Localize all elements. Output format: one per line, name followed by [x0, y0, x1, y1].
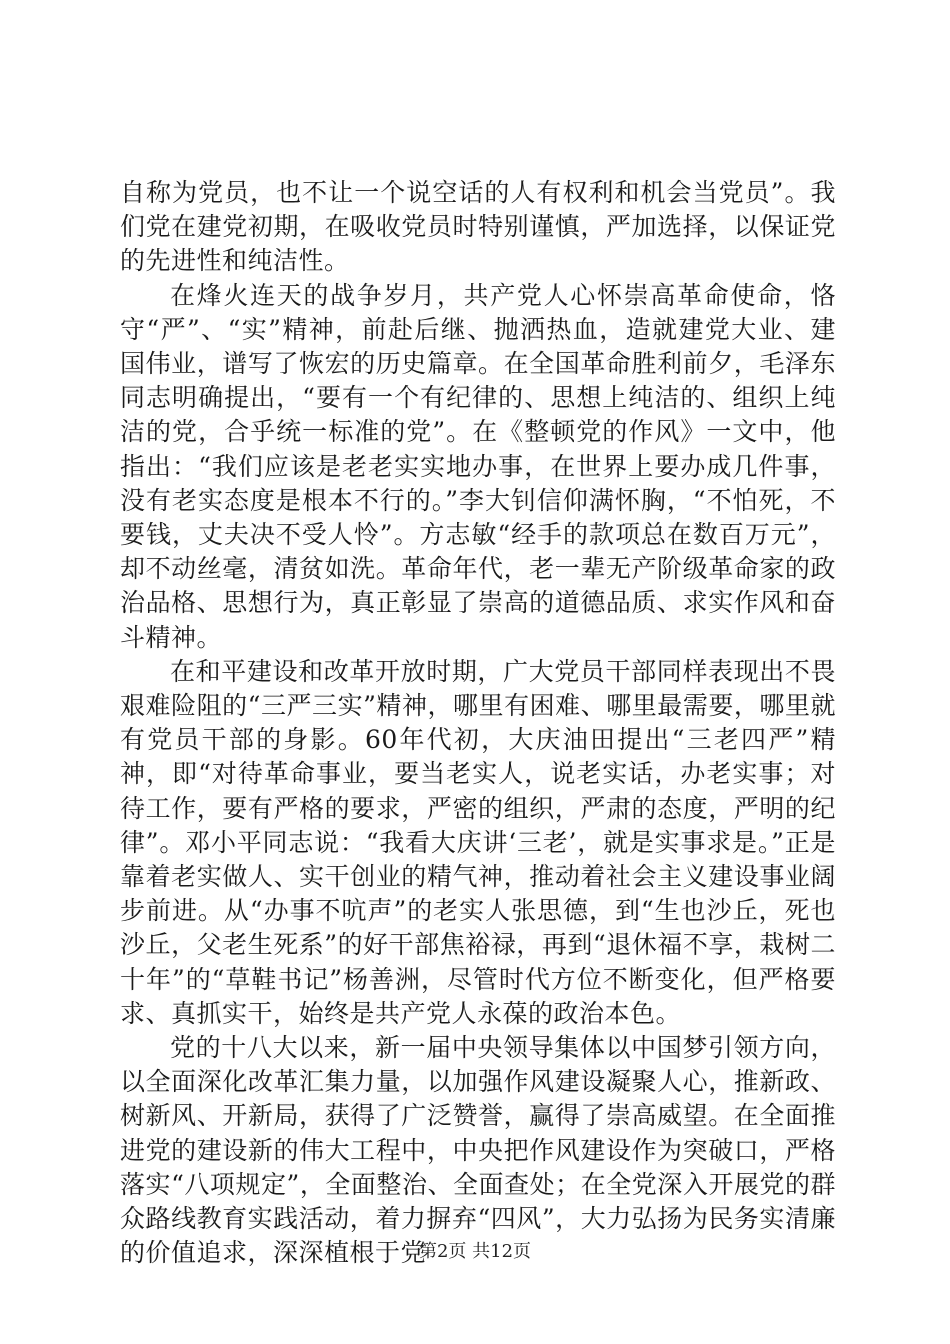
paragraph-1: 自称为党员，也不让一个说空话的人有权利和机会当党员”。我们党在建党初期，在吸收党员时特别谨慎，严加选择，以保证党的先进性和纯洁性。 — [120, 178, 836, 276]
paragraph-2: 在烽火连天的战争岁月，共产党人心怀崇高革命使命，恪守“严”、“实”精神，前赴后继、抛洒热血，造就建党大业、建国伟业，谱写了恢宏的历史篇章。在全国革命胜利前夕，毛泽东同志明确提出，“要有一个有纪律的、思想上纯洁的、组织上纯洁的党，合乎统一标准的党”。在《整顿党的作风》一文中，他指出：“我们应该是老老实实地办事，在世界上要办成几件事，没有老实态度是根本不行的。”李大钊信仰满怀胸，“不怕死，不要钱，丈夫决不受人怜”。方志敏“经手的款项总在数百万元”，却不动丝毫，清贫如洗。革命年代，老一辈无产阶级革命家的政治品格、思想行为，真正彰显了崇高的道德品质、求实作风和奋斗精神。 — [120, 280, 836, 652]
page-number-label: 第2页 共12页 — [418, 1241, 532, 1262]
paragraph-3: 在和平建设和改革开放时期，广大党员干部同样表现出不畏艰难险阻的“三严三实”精神，哪里有困难、哪里最需要，哪里就有党员干部的身影。60年代初，大庆油田提出“三老四严”精神，即“对待革命事业，要当老实人，说老实话，办老实事；对待工作，要有严格的要求，严密的组织，严肃的态度，严明的纪律”。邓小平同志说：“我看大庆讲‘三老’，就是实事求是。”正是靠着老实做人、实干创业的精气神，推动着社会主义建设事业阔步前进。从“办事不吭声”的老实人张思德，到“生也沙丘，死也沙丘，父老生死系”的好干部焦裕禄，再到“退休福不享，栽树二十年”的“草鞋书记”杨善洲，尽管时代方位不断变化，但严格要求、真抓实干，始终是共产党人永葆的政治本色。 — [120, 656, 836, 1028]
paragraph-4: 党的十八大以来，新一届中央领导集体以中国梦引领方向，以全面深化改革汇集力量，以加强作风建设凝聚人心，推新政、树新风、开新局，获得了广泛赞誉，赢得了崇高威望。在全面推进党的建设新的伟大工程中，中央把作风建设作为突破口，严格落实“八项规定”，全面整治、全面查处；在全党深入开展党的群众路线教育实践活动，着力摒弃“四风”，大力弘扬为民务实清廉的价值追求，深深植根于党 — [120, 1033, 836, 1268]
document-body — [120, 176, 836, 1271]
page-footer — [0, 1241, 950, 1263]
